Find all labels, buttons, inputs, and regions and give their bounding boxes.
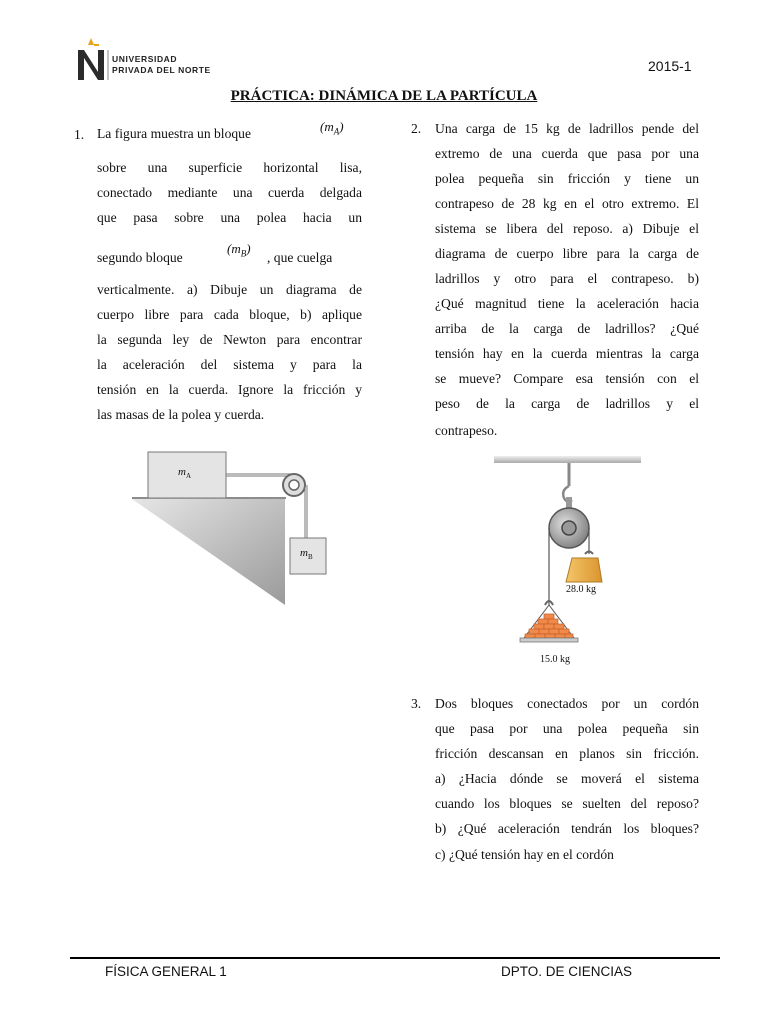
symbol-ma: $(m_A)$ (320, 119, 344, 137)
problem-1-line-8: cuerpo libre para cada bloque, b) aplique (97, 307, 362, 322)
problem-3-line-4: a) ¿Hacia dónde se moverá el sistema (435, 771, 699, 786)
problem-1-number: 1. (74, 127, 85, 142)
problem-2-line-8: ¿Qué magnitud tiene la aceleración hacia (435, 296, 699, 311)
problem-1-line-6: , que cuelga (267, 250, 333, 265)
problem-2-line-7: ladrillos y otro para el contrapeso. b) (435, 271, 699, 286)
problem-1-line-5: segundo bloque (97, 250, 183, 265)
problem-2-line-3: polea pequeña sin fricción y tiene un (435, 171, 699, 186)
problem-1-line-9: la segunda ley de Newton para encontrar (97, 332, 362, 347)
problem-1-line-10: la aceleración del sistema y para la (97, 357, 362, 372)
footer-department: DPTO. DE CIENCIAS (501, 964, 633, 979)
logo-line-2: PRIVADA DEL NORTE (112, 65, 211, 75)
symbol-mb: $(m_B)$ (227, 241, 251, 259)
problem-2-line-1: Una carga de 15 kg de ladrillos pende del (435, 121, 699, 136)
problem-2-line-10: tensión hay en la cuerda mientras la carga (435, 346, 699, 361)
problem-1-line-7: verticalmente. a) Dibuje un diagrama de (97, 282, 362, 297)
label-28kg: 28.0 kg (566, 584, 596, 595)
problem-1-line-4: que pasa sobre una polea hacia un (97, 210, 362, 225)
problem-2-line-13: contrapeso. (435, 423, 498, 438)
problem-3-line-3: fricción descansan en planos sin fricción. (435, 746, 699, 761)
problem-1-line-11: tensión en la cuerda. Ignore la fricción y (97, 382, 362, 397)
problem-2-line-4: contrapeso de 28 kg en el otro extremo. El (435, 196, 699, 211)
logo-text (112, 54, 211, 76)
problem-3-line-1: Dos bloques conectados por un cordón (435, 696, 699, 711)
term-year: 2015-1 (648, 58, 692, 74)
problem-1-line-1: La figura muestra un bloque (97, 126, 252, 141)
problem-3-line-2: que pasa por una polea pequeña sin (435, 721, 699, 736)
problem-3-line-6: b) ¿Qué aceleración tendrán los bloques? (435, 821, 699, 836)
problem-3-line-5: cuando los bloques se suelten del reposo? (435, 796, 699, 811)
problem-2-line-2: extremo de una cuerda que pasa por una (435, 146, 699, 161)
problem-1-line-12: las masas de la polea y cuerda. (97, 407, 265, 422)
problem-2-number: 2. (411, 121, 422, 136)
problem-3-line-7: c) ¿Qué tensión hay en el cordón (435, 847, 614, 862)
logo-line-1: UNIVERSIDAD (112, 54, 178, 64)
label-mb: $m_B$ (300, 547, 313, 562)
page-title: PRÁCTICA: DINÁMICA DE LA PARTÍCULA (230, 88, 538, 104)
footer-divider (70, 957, 720, 959)
problem-2-line-12: peso de la carga de ladrillos y el (435, 396, 699, 411)
problem-1-line-2: sobre una superficie horizontal lisa, (97, 160, 362, 175)
problem-2-line-6: diagrama de cuerpo libre para la carga de (435, 246, 699, 261)
label-15kg: 15.0 kg (540, 654, 570, 665)
figure-block-pulley (128, 445, 328, 610)
problem-2-line-9: arriba de la carga de ladrillos? ¿Qué (435, 321, 699, 336)
figure-bricks-pulley (490, 456, 645, 668)
problem-3-number: 3. (411, 696, 422, 711)
problem-2-line-11: se mueve? Compare esa tensión con el (435, 371, 699, 386)
label-ma: $m_A$ (178, 466, 192, 481)
footer-course: FÍSICA GENERAL 1 (105, 964, 227, 979)
problem-1-line-3: conectado mediante una cuerda delgada (97, 185, 362, 200)
problem-2-line-5: sistema se libera del reposo. a) Dibuje el (435, 221, 699, 236)
